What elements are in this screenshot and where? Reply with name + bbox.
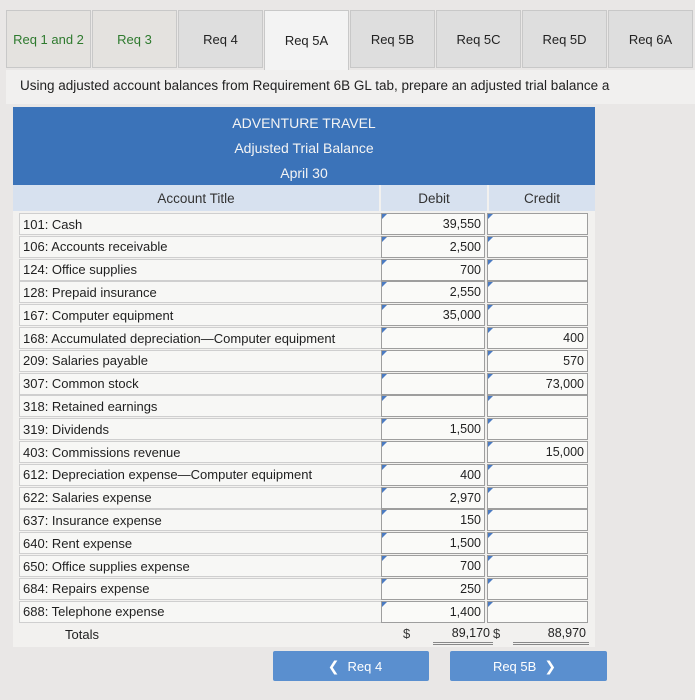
credit-input[interactable] [487,464,588,486]
credit-input[interactable] [487,509,588,531]
credit-input[interactable] [487,395,588,417]
account-title-header: Account Title [13,185,379,211]
tab-req-6a[interactable] [608,10,693,68]
credit-input[interactable] [487,304,588,326]
account-title-cell[interactable]: 319: Dividends [19,418,389,440]
credit-input[interactable] [487,281,588,303]
account-title-cell[interactable]: 640: Rent expense [19,532,389,554]
credit-input[interactable] [487,578,588,600]
totals-debit-dollar-sign: $ [403,626,411,642]
credit-input[interactable] [487,555,588,577]
account-title-cell[interactable]: 209: Salaries payable [19,350,389,372]
account-title-cell[interactable]: 650: Office supplies expense [19,555,389,577]
credit-input[interactable]: 73,000 [487,373,588,395]
account-title-cell[interactable]: 168: Accumulated depreciation—Computer equipment [19,327,389,349]
tab-label: Req 1 and 2 [13,31,84,47]
report-header [13,107,595,185]
account-title-cell[interactable]: 101: Cash [19,213,389,235]
debit-input[interactable]: 39,550 [381,213,485,235]
debit-input[interactable] [381,327,485,349]
account-title-cell[interactable]: 612: Depreciation expense—Computer equipment [19,464,389,486]
report-title: Adjusted Trial Balance [234,140,374,156]
credit-input[interactable] [487,213,588,235]
debit-input[interactable]: 1,500 [381,418,485,440]
totals-label: Totals [65,626,99,642]
tab-req-4[interactable] [178,10,263,68]
tab-label: Req 6A [628,31,673,47]
debit-input[interactable]: 250 [381,578,485,600]
company-name: ADVENTURE TRAVEL [232,115,376,131]
account-title-cell[interactable]: 128: Prepaid insurance [19,281,389,303]
account-title-cell[interactable]: 403: Commissions revenue [19,441,389,463]
credit-header: Credit [489,185,595,211]
debit-input[interactable]: 150 [381,509,485,531]
tab-label: Req 4 [203,31,238,47]
next-label: Req 5B [492,658,537,674]
chevron-left-icon: ❮ [327,657,340,674]
report-date: April 30 [280,165,328,181]
tab-label: Req 5A [284,33,329,48]
account-title-cell[interactable]: 106: Accounts receivable [19,236,389,258]
debit-input[interactable] [381,373,485,395]
trial-balance-sheet [13,107,595,647]
account-title-cell[interactable]: 637: Insurance expense [19,509,389,531]
tab-label: Req 5D [542,31,587,47]
account-title-cell[interactable]: 318: Retained earnings [19,395,389,417]
prev-label: Req 4 [347,658,383,674]
credit-input[interactable] [487,418,588,440]
tab-label: Req 5C [456,31,501,47]
debit-input[interactable]: 1,400 [381,601,485,623]
tab-req-5b[interactable] [350,10,435,68]
debit-input[interactable] [381,350,485,372]
tab-req-5a[interactable] [264,10,349,70]
debit-header: Debit [381,185,487,211]
chevron-right-icon: ❯ [544,657,557,674]
credit-input[interactable]: 15,000 [487,441,588,463]
debit-input[interactable]: 35,000 [381,304,485,326]
debit-input[interactable]: 2,970 [381,487,485,509]
credit-input[interactable] [487,487,588,509]
tab-label: Req 3 [117,31,152,47]
account-title-cell[interactable]: 167: Computer equipment [19,304,389,326]
debit-input[interactable] [381,395,485,417]
account-title-cell[interactable]: 622: Salaries expense [19,487,389,509]
credit-input[interactable] [487,259,588,281]
totals-credit-dollar-sign: $ [493,626,501,642]
credit-input[interactable] [487,532,588,554]
totals-debit: 89,170 [433,623,493,645]
tab-label: Req 5B [370,31,415,47]
credit-input[interactable] [487,236,588,258]
next-req-button[interactable] [450,651,607,681]
debit-input[interactable]: 700 [381,259,485,281]
account-title-cell[interactable]: 684: Repairs expense [19,578,389,600]
debit-input[interactable]: 2,550 [381,281,485,303]
debit-input[interactable]: 1,500 [381,532,485,554]
credit-input[interactable]: 570 [487,350,588,372]
prev-req-button[interactable] [273,651,429,681]
tab-req-3[interactable] [92,10,177,68]
instruction-text: Using adjusted account balances from Requirement 6B GL tab, prepare an adjusted trial balance a [6,70,695,104]
account-title-cell[interactable]: 307: Common stock [19,373,389,395]
account-title-cell[interactable]: 124: Office supplies [19,259,389,281]
tab-req-1-and-2[interactable] [6,10,91,68]
debit-input[interactable]: 2,500 [381,236,485,258]
debit-input[interactable] [381,441,485,463]
debit-input[interactable]: 400 [381,464,485,486]
credit-input[interactable] [487,601,588,623]
credit-input[interactable]: 400 [487,327,588,349]
totals-credit: 88,970 [513,623,589,645]
tab-bar [6,10,695,68]
debit-input[interactable]: 700 [381,555,485,577]
tab-req-5c[interactable] [436,10,521,68]
tab-req-5d[interactable] [522,10,607,68]
account-title-cell[interactable]: 688: Telephone expense [19,601,389,623]
